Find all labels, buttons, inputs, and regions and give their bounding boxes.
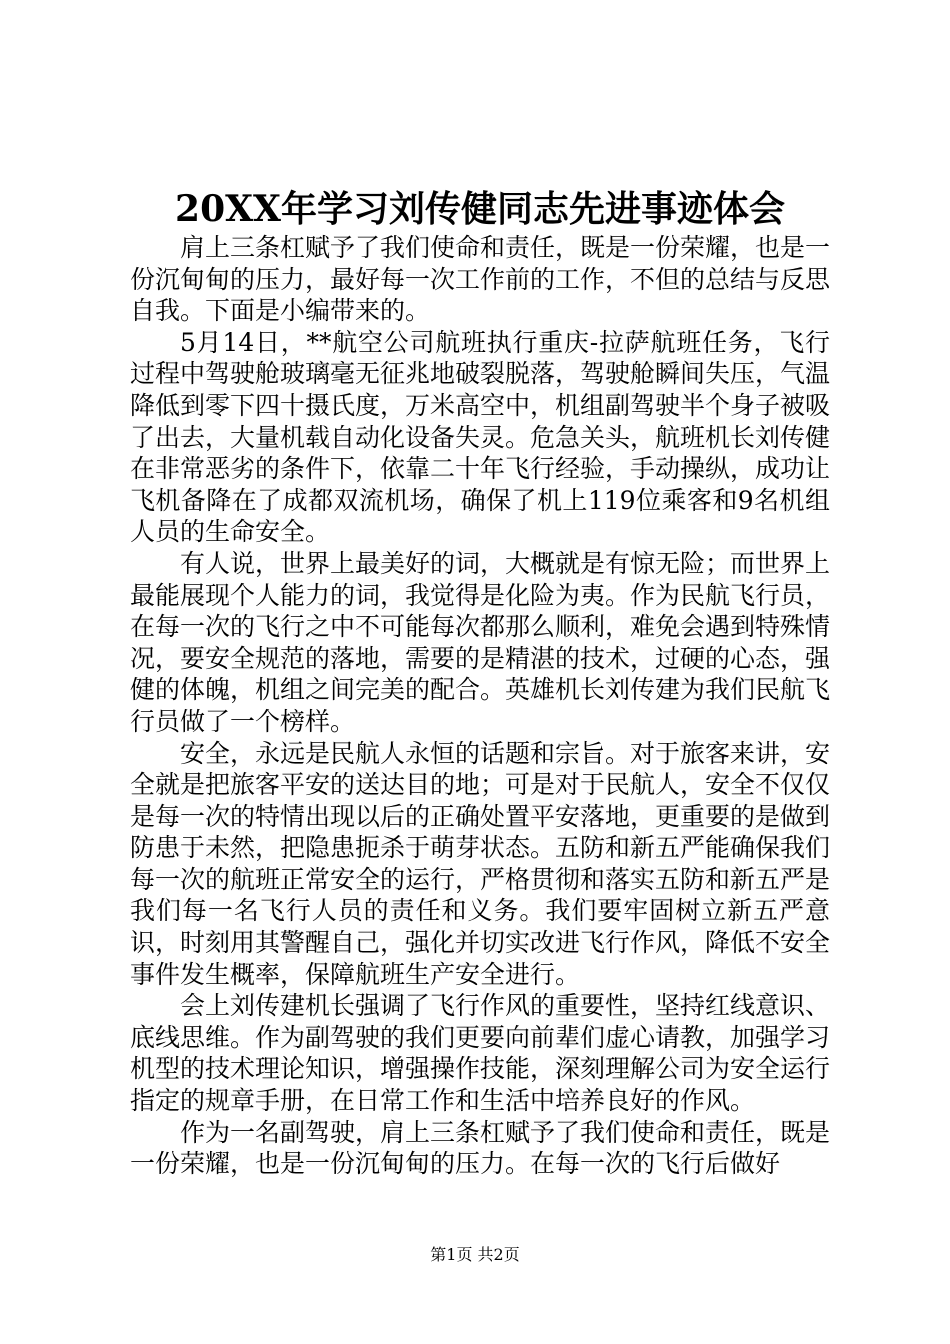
page-number-footer: 第1页 共2页 [430, 1245, 520, 1264]
paragraph-reflection: 有人说，世界上最美好的词，大概就是有惊无险；而世界上最能展现个人能力的词，我觉得是化险为夷。作为民航飞行员，在每一次的飞行之中不可能每次都那么顺利，难免会遇到特殊情况，要安全规范的落地，需要的是精湛的技术，过硬的心态，强健的体魄，机组之间完美的配合。英雄机长刘传建为我们民航飞行员做了一个榜样。 [130, 548, 831, 736]
paragraph-incident: 5月14日，**航空公司航班执行重庆-拉萨航班任务，飞行过程中驾驶舱玻璃毫无征兆地破裂脱落，驾驶舱瞬间失压，气温降低到零下四十摄氏度，万米高空中，机组副驾驶半个身子被吸了出去，大量机载自动化设备失灵。危急关头，航班机长刘传健在非常恶劣的条件下，依靠二十年飞行经验，手动操纵，成功让飞机备降在了成都双流机场，确保了机上119位乘客和9名机组人员的生命安全。 [130, 327, 831, 547]
paragraph-safety: 安全，永远是民航人永恒的话题和宗旨。对于旅客来讲，安全就是把旅客平安的送达目的地；可是对于民航人，安全不仅仅是每一次的特情出现以后的正确处置平安落地，更重要的是做到防患于未然，把隐患扼杀于萌芽状态。五防和新五严能确保我们每一次的航班正常安全的运行，严格贯彻和落实五防和新五严是我们每一名飞行人员的责任和义务。我们要牢固树立新五严意识，时刻用其警醒自己，强化并切实改进飞行作风，降低不安全事件发生概率，保障航班生产安全进行。 [130, 738, 831, 989]
paragraph-intro: 肩上三条杠赋予了我们使命和责任，既是一份荣耀，也是一份沉甸甸的压力，最好每一次工作前的工作，不但的总结与反思自我。下面是小编带来的。 [130, 233, 831, 326]
document-body [130, 232, 830, 1180]
paragraph-meeting: 会上刘传建机长强调了飞行作风的重要性，坚持红线意识、底线思维。作为副驾驶的我们更要向前辈们虚心请教，加强学习机型的技术理论知识，增强操作技能，深刻理解公司为安全运行指定的规章手册，在日常工作和生活中培养良好的作风。 [130, 991, 831, 1116]
document-title: 20XX年学习刘传健同志先进事迹体会 [175, 188, 785, 230]
paragraph-copilot: 作为一名副驾驶，肩上三条杠赋予了我们使命和责任，既是一份荣耀，也是一份沉甸甸的压力。在每一次的飞行后做好 [130, 1117, 831, 1179]
